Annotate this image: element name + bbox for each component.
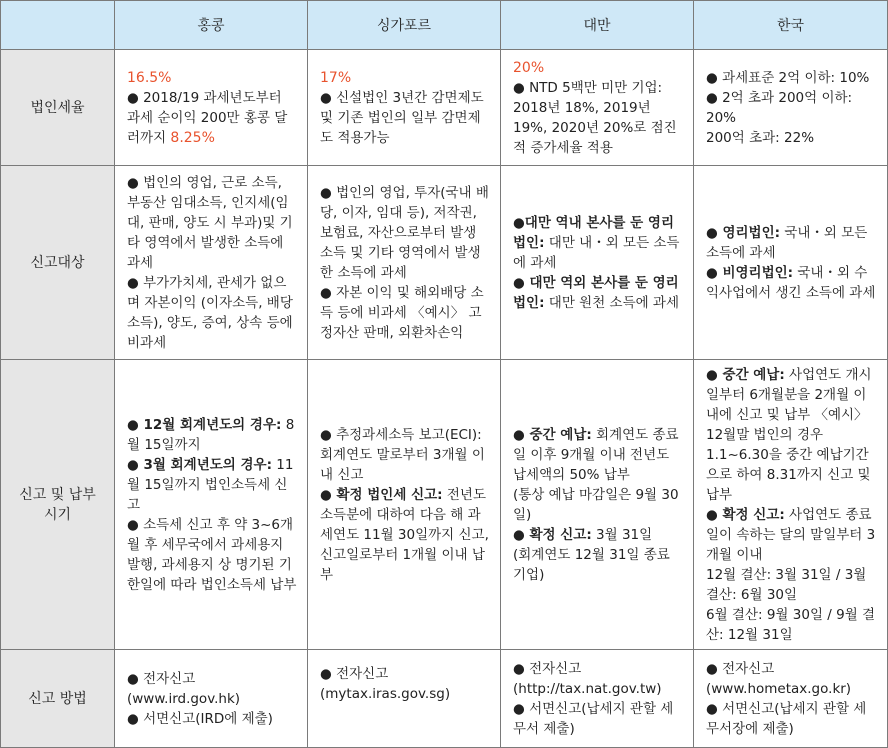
cell-tw-tax-rate <box>501 50 694 166</box>
cell-hk-deadline <box>115 360 308 650</box>
tw-paper-filing: ● 서면신고(납세지 관할 세무서 제출) <box>513 700 674 737</box>
tw-scope-domestic-label: ●대만 역내 본사를 둔 영리법인: <box>513 214 674 251</box>
kr-rate-bracket-3: 200억 초과: 22% <box>706 129 815 146</box>
tw-rate-note: ● NTD 5백만 미만 기업: 2018년 18%, 2019년 19%, 2020년 20%로 점진적 증가세율 적용 <box>513 79 677 156</box>
sg-rate-note: ● 신설법인 3년간 감면제도 및 기존 법인의 일부 감면제도 적용가능 <box>320 89 488 146</box>
col-header-hongkong: 홍콩 <box>115 1 308 50</box>
sg-rate: 17% <box>320 69 352 86</box>
tw-rate: 20% <box>513 59 545 76</box>
corner-cell <box>1 1 115 50</box>
cell-kr-tax-rate <box>694 50 888 166</box>
kr-scope-profit-label: ● 영리법인: <box>706 224 781 241</box>
hk-paper-filing: ● 서면신고(IRD에 제출) <box>127 710 273 727</box>
hk-mar-fy-text: 11월 15일까지 법인소득세 신고 <box>127 456 294 513</box>
row-label-scope: 신고대상 <box>1 166 115 360</box>
tw-scope-domestic-text: 대만 내・외 모든 소득에 과세 <box>513 234 680 271</box>
hk-scope-taxable: ● 법인의 영업, 근로 소득, 부동산 임대소득, 인지세(임대, 판매, 양도 시 부과)및 기타 영역에서 발생한 소득에 과세 <box>127 174 293 271</box>
cell-kr-method <box>694 650 888 748</box>
tw-scope-foreign-text: 대만 원천 소득에 과세 <box>544 294 680 311</box>
row-scope <box>1 166 888 360</box>
kr-rate-bracket-2: ● 2억 초과 200억 이하: 20% <box>706 89 857 126</box>
row-label-method: 신고 방법 <box>1 650 115 748</box>
sg-final-text: 전년도 소득분에 대하여 다음 해 과세연도 11월 30일까지 신고, 신고일로부터 1개월 이내 납부 <box>320 486 494 583</box>
hk-reduced-rate: 8.25% <box>170 129 215 146</box>
kr-interim-label: ● 중간 예납: <box>706 366 785 383</box>
hk-payment-note: ● 소득세 신고 후 약 3~6개월 후 세무국에서 과세용지 발행, 과세용지 상 명기된 기한일에 따라 법인소득세 납부 <box>127 516 297 593</box>
sg-scope-taxable: ● 법인의 영업, 투자(국내 배당, 이자, 임대 등), 저작권, 보험료, 자산으로부터 발생 소득 및 기타 영역에서 발생한 소득에 과세 <box>320 184 489 281</box>
sg-final-label: ● 확정 법인세 신고: <box>320 486 443 503</box>
kr-interim-text: 사업연도 개시일부터 6개월분을 2개월 이내에 신고 및 납부 〈예시〉12월말 법인의 경우 1.1~6.30을 중간 예납기간으로 하여 8.31까지 신고 및 납부 <box>706 366 875 503</box>
cell-sg-scope <box>308 166 501 360</box>
hk-mar-fy-label: ● 3월 회계년도의 경우: <box>127 456 272 473</box>
cell-tw-deadline <box>501 360 694 650</box>
hk-rate: 16.5% <box>127 69 172 86</box>
row-label-deadline: 신고 및 납부 시기 <box>1 360 115 650</box>
tw-final-note: (회계연도 12월 31일 종료 기업) <box>513 546 675 583</box>
tw-final-text: 3월 31일 <box>591 526 653 543</box>
tw-scope-foreign-label: ● 대만 역외 본사를 둔 영리법인: <box>513 274 679 311</box>
col-header-singapore: 싱가포르 <box>308 1 501 50</box>
kr-scope-nonprofit-text: 국내・외 수익사업에서 생긴 소득에 과세 <box>706 264 876 301</box>
sg-scope-exempt: ● 자본 이익 및 해외배당 소득 등에 비과세 〈예시〉 고정자산 판매, 외환차손익 <box>320 284 484 341</box>
row-label-tax-rate: 법인세율 <box>1 50 115 166</box>
hk-dec-fy-text: 8월 15일까지 <box>127 416 295 453</box>
cell-hk-method <box>115 650 308 748</box>
hk-rate-note: ● 2018/19 과세년도부터 과세 순이익 200만 홍콩 달러까지 <box>127 89 288 146</box>
tw-interim-text: 회계연도 종료일 이후 9개월 이내 전년도 납세액의 50% 납부 <box>513 426 679 483</box>
sg-efiling: ● 전자신고 (mytax.iras.gov.sg) <box>320 666 451 702</box>
cell-sg-tax-rate <box>308 50 501 166</box>
cell-sg-method <box>308 650 501 748</box>
row-deadline <box>1 360 888 650</box>
hk-dec-fy-label: ● 12월 회계년도의 경우: <box>127 416 282 433</box>
kr-rate-bracket-1: ● 과세표준 2억 이하: 10% <box>706 69 870 86</box>
kr-final-dates-1: 12월 결산: 3월 31일 / 3월 결산: 6월 30일 <box>706 566 871 603</box>
kr-final-text: 사업연도 종료일이 속하는 달의 말일부터 3개월 이내 <box>706 506 876 563</box>
kr-final-label: ● 확정 신고: <box>706 506 785 523</box>
col-header-korea: 한국 <box>694 1 888 50</box>
row-tax-rate <box>1 50 888 166</box>
sg-eci-note: ● 추정과세소득 보고(ECI): 회계연도 말로부터 3개월 이내 신고 <box>320 426 487 483</box>
tw-final-label: ● 확정 신고: <box>513 526 592 543</box>
cell-tw-scope <box>501 166 694 360</box>
col-header-taiwan: 대만 <box>501 1 694 50</box>
row-method <box>1 650 888 748</box>
cell-kr-deadline <box>694 360 888 650</box>
hk-efiling: ● 전자신고 (www.ird.gov.hk) <box>127 670 241 707</box>
cell-hk-scope <box>115 166 308 360</box>
kr-paper-filing: ● 서면신고(납세지 관할 세무서장에 제출) <box>706 700 867 737</box>
cell-tw-method <box>501 650 694 748</box>
cell-sg-deadline <box>308 360 501 650</box>
kr-scope-profit-text: 국내・외 모든 소득에 과세 <box>706 224 872 261</box>
kr-efiling: ● 전자신고 (www.hometax.go.kr) <box>706 660 852 697</box>
cell-kr-scope <box>694 166 888 360</box>
kr-final-dates-2: 6월 결산: 9월 30일 / 9월 결산: 12월 31일 <box>706 606 876 643</box>
hk-scope-exempt: ● 부가가치세, 관세가 없으며 자본이익 (이자소득, 배당소득), 양도, 증여, 상속 등에 비과세 <box>127 274 298 351</box>
tw-interim-note: (통상 예납 마감일은 9월 30일) <box>513 486 679 523</box>
tw-efiling: ● 전자신고 (http://tax.nat.gov.tw) <box>513 660 662 697</box>
cell-hk-tax-rate <box>115 50 308 166</box>
tw-interim-label: ● 중간 예납: <box>513 426 592 443</box>
header-row <box>1 1 888 50</box>
kr-scope-nonprofit-label: ● 비영리법인: <box>706 264 794 281</box>
